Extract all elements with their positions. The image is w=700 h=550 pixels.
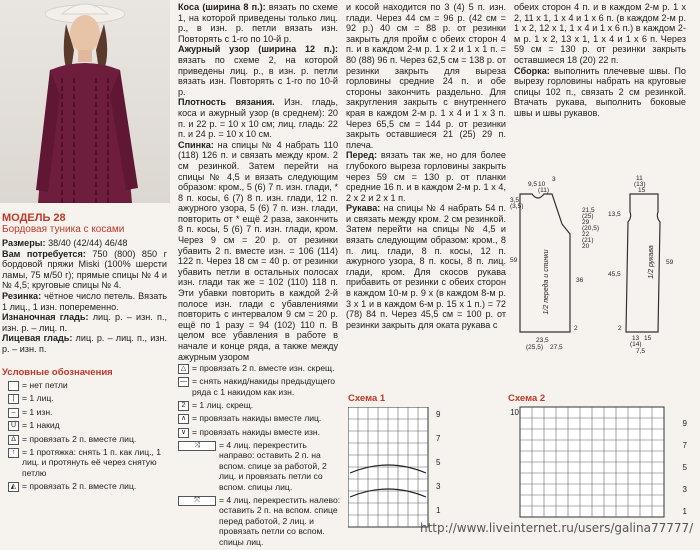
back-continued-paragraph: и косой находится по 3 (4) 5 п. изн. глади. Через 44 см = 96 р. (42 см = 92 р.) 40 см = 88 р. от резинки закрыть для пройм с обеих сторон 4 п. и в каждом 2-м р. 1 х 2 и 1 х 1 п. = 80 (88) 96 п. Через 62,5 см = 138 р. от резинки закрыть для выреза горловины средние 24 п. и обе стороны закончить раздельно. Для закругления закрыть с внутреннего края в каждом 2-м р. 1 х 4 и 1 х 3 п. Через 65,5 см = 144 р. от резинки закрыть оставшиеся 21 (25) 29 п. плеча. xyxy=(346,2,506,150)
back-paragraph: Спинка: на спицы № 4 набрать 110 (118) 126 п. и связать между кром. 2 см резинкой. Затем перейти на спицы № 4,5 и вязать следующим образом: кром., 5 (6) 7 п. изн. глади, * 8 п. косы, 6 (7) 8 п. изн. глади, 12 п. ажурного узора, 5 (6) 7 п. изн. глади, повторить от * ещё 2 раза, закончить 8 п. косы, 5 (6) 7 п. изн. глади, кром. Через 9 см = 20 р. от резинки убавить 2 п. вместе изн. = 106 (114) 122 п. Через 18 см = 40 р. от резинки убавить петли в остальных полосах изн. глади так же = 102 (110) 118 п. Эти убавки повторить в каждой 2-й полосе изн. глади с убавлениями повторить с интервалом 9 см = 20 р. ещё по 1 разу = 94 (102) 110 п. В целом все убавления в работе в начале и конце ряда, а также между ажурным узором xyxy=(178,139,338,362)
schema-1-row-label: 3 xyxy=(436,482,441,491)
sleeve-dim-10: 7,5 xyxy=(636,348,646,355)
cable-left-symbol: ⤧ xyxy=(178,496,216,506)
schema-1-title: Схема 1 xyxy=(348,393,386,404)
schema-2-title: Схема 2 xyxy=(508,393,546,404)
legend-item: ∧ = провязать накиды вместе лиц. xyxy=(178,413,342,424)
schema-1-row-label: 9 xyxy=(436,410,441,419)
yarn-over-symbol: U xyxy=(8,421,19,431)
sizes-paragraph: Размеры: 38/40 (42/44) 46/48 xyxy=(2,238,128,248)
sleeve-dim-8: (14) xyxy=(630,341,642,348)
schema-2-row-label: 10 xyxy=(510,408,519,417)
schema-2-row-label: 5 xyxy=(682,463,687,472)
legend-item: | = 1 лиц. xyxy=(8,393,176,404)
back-dim-16: 27,5 xyxy=(550,344,563,351)
rib-paragraph: Резинка: чётное число петель. Вязать 1 лиц., 1 изн. попеременно. xyxy=(2,290,167,312)
schema-2-row-label: 1 xyxy=(682,507,687,516)
sleeves-paragraph: Рукава: на спицы № 4 набрать 54 п. и связать между кром. 2 см резинкой. Затем перейти на спицы № 4,5 и вязать следующим образом: кром., 8 п. лиц. глади, 8 п. косы, 12 п. ажурного узора, 8 п. косы, 8 п. лиц. глади, кром. Для скосов рукава прибавить от резинки с обеих сторон в каждом 10-м р. 9 х (в каждом 8-м р. 3 х 1 и в каждом 6-м р. 15 х 1 п.) = 72 (78) 84 п. Через 45,5 см = 100 р. от резинки закрыть для оката рукава с xyxy=(346,203,506,330)
legend-item: 2 = 1 лиц. скрещ. xyxy=(178,400,342,411)
back-dim-13: 20 xyxy=(582,243,590,250)
back-dim-11: 22 xyxy=(582,231,590,238)
schema-1-row-label: 7 xyxy=(436,434,441,443)
legend-item: ⤨ = 4 лиц. перекрестить направо: оставить 2 п. на вспом. спице за работой, 2 лиц. и провязать петли со вспом. спицы лиц. xyxy=(178,440,342,493)
stockinette-paragraph: Лицевая гладь: лиц. р. – лиц. п., изн. р. – изн. п. xyxy=(2,333,167,354)
watermark-url: http://www.liveinternet.ru/users/galina77777/ xyxy=(420,521,694,535)
schema-2-row-label: 3 xyxy=(682,485,687,494)
legend-item: ∆ = провязать 2 п. вместе лиц. xyxy=(8,434,176,445)
yo-knit-together-symbol: ∧ xyxy=(178,414,189,424)
no-stitch-symbol xyxy=(8,381,19,391)
schema-1-row-label: 1 xyxy=(436,506,441,515)
sleeve-dim-7: 13 xyxy=(632,335,640,342)
model-subtitle: Бордовая туника с косами xyxy=(2,224,125,235)
sleeve-cap-paragraph: обеих сторон 4 п. и в каждом 2-м р. 1 х 2, 11 х 1, 1 х 4 и 1 х 6 п. (в каждом 2-м р. 1 х 2, 12 х 1, 1 х 4 и 1 х 6 п.) в каждом 2-м р. 1 х 2, 13 х 1, 1 х 4 и 1 х 6 п. Через 59 см = 130 р. от резинки закрыть оставшиеся 18 (20) 22 п. xyxy=(514,2,686,65)
back-dim-10: (20,5) xyxy=(582,225,599,232)
schema-1-row-label: 5 xyxy=(436,458,441,467)
back-dim-0: 9,5 xyxy=(528,181,538,188)
instructions-column-3 xyxy=(346,2,506,330)
slip-yo-symbol: — xyxy=(180,378,187,386)
back-dim-1: 10 xyxy=(538,181,546,188)
back-dim-14: 23,5 xyxy=(536,337,549,344)
back-dim-8: (25) xyxy=(582,213,594,220)
legend-item: ∨ = провязать накиды вместе изн. xyxy=(178,427,342,438)
legend-item: ⤧ = 4 лиц. перекрестить налево: оставить 2 п. на вспом. спице перед работой, 2 лиц. и провязать петли со вспом. спицы лиц. xyxy=(178,495,342,548)
knit-symbol: | xyxy=(8,394,19,404)
k2tog-alt-symbol: ◭ xyxy=(8,482,19,492)
model-photo xyxy=(0,0,170,203)
sleeve-dim-9: 15 xyxy=(644,335,652,342)
sleeve-dim-3: 13,5 xyxy=(608,211,621,218)
schema-2-chart xyxy=(508,405,688,520)
legend-left xyxy=(8,380,176,494)
sleeve-dim-6: 2 xyxy=(618,325,622,332)
back-dim-6: 59 xyxy=(510,257,518,264)
back-dim-5: (3,5) xyxy=(510,203,524,210)
legend-item: U = 1 накид xyxy=(8,420,176,431)
sleeve-dim-5: 45,5 xyxy=(608,271,621,278)
sleeve-dim-2: 15 xyxy=(638,187,646,194)
instructions-column-2 xyxy=(178,2,338,362)
cable-paragraph: Коса (ширина 8 п.): вязать по схеме 1, на которой приведены только лиц. р., в изн. р. петли вязать изн. Повторять с 1-го по 10-й р. xyxy=(178,2,338,44)
model-title: МОДЕЛЬ 28 xyxy=(2,212,66,224)
knit-tbl-symbol: 2 xyxy=(178,401,189,411)
sleeve-piece-label: 1/2 рукава xyxy=(648,245,655,279)
back-dim-2: (11) xyxy=(538,187,550,194)
front-paragraph: Перед: вязать так же, но для более глубокого выреза горловины закрыть через 59 см = 130 р. от планки средние 16 п. и в каждом 2-м р. 1 х 4, 2 х 2 и 2 х 1 п. xyxy=(346,150,506,203)
legend-item: = нет петли xyxy=(8,380,176,391)
assembly-paragraph: Сборка: выполнить плечевые швы. По вырезу горловины набрать на круговые спицы 102 п., связать 2 см резинкой. Втачать рукава, выполнить боковые швы и швы рукавов. xyxy=(514,65,686,118)
back-dim-12: (21) xyxy=(582,237,594,244)
sleeve-dim-1: (13) xyxy=(634,181,646,188)
back-dim-4: 3,5 xyxy=(510,197,520,204)
k2tog-symbol: ∆ xyxy=(8,435,19,445)
sleeve-dim-0: 11 xyxy=(636,175,643,182)
p2tog-tbl-symbol: △ xyxy=(178,364,189,374)
reverse-stockinette-paragraph: Изнаночная гладь: лиц. р. – изн. п., изн. р. – лиц. п. xyxy=(2,312,167,333)
legend-item: △ = провязать 2 п. вместе изн. скрещ. xyxy=(178,363,342,374)
schema-1-chart xyxy=(348,407,448,529)
materials-paragraph: Вам потребуется: 750 (800) 850 г бордовой пряжи Miski (100% шерсти ламы, 75 м/50 г); прямые спицы № 4 и № 4,5; круговые спицы № 4. xyxy=(2,248,167,291)
back-dim-17: 36 xyxy=(576,277,584,284)
schema-2-row-label: 9 xyxy=(682,419,687,428)
legend-mid xyxy=(178,363,342,550)
lace-paragraph: Ажурный узор (ширина 12 п.): вязать по схеме 2, на которой приведены лиц. р., в изн. р. петли вязать изн. Повторять с 1-го по 10-й р. xyxy=(178,44,338,97)
back-dim-15: (25,5) xyxy=(526,344,543,351)
back-dim-7: 21,5 xyxy=(582,207,595,214)
legend-item: – = 1 изн. xyxy=(8,407,176,418)
instructions-column-4 xyxy=(514,2,686,119)
legend-item: — = снять накид/накиды предыдущего ряда с 1 накидом как изн. xyxy=(180,376,336,397)
back-piece-label: 1/2 переда и спинки xyxy=(543,249,550,315)
back-dim-18: 2 xyxy=(574,325,578,332)
legend-heading: Условные обозначения xyxy=(2,367,113,378)
purl-symbol: – xyxy=(8,408,19,418)
schema-2-row-label: 7 xyxy=(682,441,687,450)
legend-item: ◭ = провязать 2 п. вместе лиц. xyxy=(8,481,176,492)
model-heading xyxy=(2,212,172,235)
pattern-schematic xyxy=(508,172,698,357)
back-dim-9: 29 xyxy=(582,219,590,226)
back-dim-3: 3 xyxy=(552,176,556,183)
legend-item: ↑ = 1 протяжка: снять 1 п. как лиц., 1 лиц. и протянуть её через снятую петлю xyxy=(8,447,176,479)
intro-column xyxy=(2,238,167,355)
gauge-paragraph: Плотность вязания. Изн. гладь, коса и ажурный узор (в среднем): 20 п. и 22 р. = 10 х 10 см; лиц. гладь: 22 п. и 24 р. = 10 х 10 см. xyxy=(178,97,338,140)
sleeve-dim-4: 59 xyxy=(666,259,674,266)
cable-right-symbol: ⤨ xyxy=(178,441,216,451)
yo-purl-together-symbol: ∨ xyxy=(178,428,189,438)
ssk-symbol: ↑ xyxy=(8,448,19,458)
